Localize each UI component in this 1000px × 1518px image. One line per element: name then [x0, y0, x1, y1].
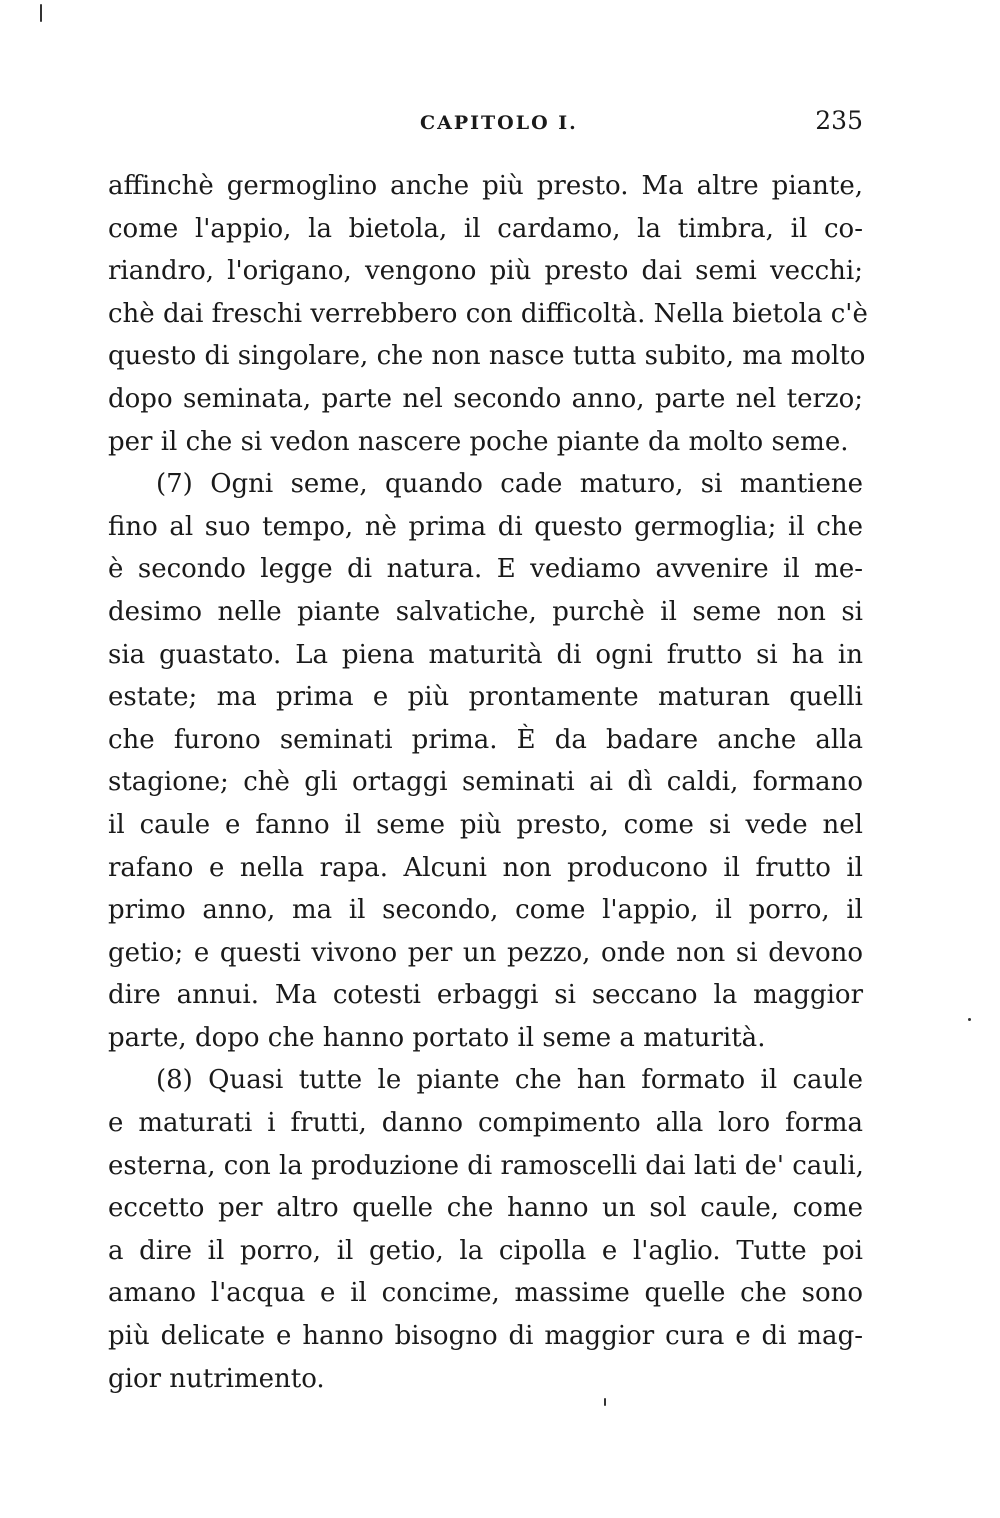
paragraph-start-line: (7) Ogni seme, quando cade maturo, si mantiene — [156, 469, 863, 500]
paragraph-start-line: (8) Quasi tutte le piante che han formato il caule — [156, 1065, 863, 1096]
text-line: a dire il porro, il getio, la cipolla e l'aglio. Tutte poi — [108, 1235, 863, 1266]
text-line: riandro, l'origano, vengono più presto dai semi vecchi; — [108, 256, 863, 287]
text-line: rafano e nella rapa. Alcuni non producono il frutto il — [108, 852, 863, 883]
scan-speck — [968, 1018, 971, 1021]
text-line: è secondo legge di natura. E vediamo avvenire il me- — [108, 554, 863, 585]
text-line: dire annui. Ma cotesti erbaggi si seccano la maggior — [108, 980, 863, 1011]
text-line: e maturati i frutti, danno compimento alla loro forma — [108, 1108, 863, 1139]
scan-speck — [604, 1398, 606, 1406]
text-line: come l'appio, la bietola, il cardamo, la timbra, il co- — [108, 213, 863, 244]
text-line: estate; ma prima e più prontamente maturan quelli — [108, 682, 863, 713]
text-line: per il che si vedon nascere poche piante da molto seme. — [108, 426, 849, 457]
text-line: esterna, con la produzione di ramoscelli dai lati de' cauli, — [108, 1150, 864, 1181]
page-number: 235 — [815, 106, 863, 135]
text-line: eccetto per altro quelle che hanno un sol caule, come — [108, 1193, 863, 1224]
text-line: chè dai freschi verrebbero con difficoltà. Nella bietola c'è — [108, 298, 868, 329]
text-line: primo anno, ma il secondo, come l'appio, il porro, il — [108, 895, 863, 926]
text-line: stagione; chè gli ortaggi seminati ai dì caldi, formano — [108, 767, 863, 798]
text-line: gior nutrimento. — [108, 1363, 325, 1394]
text-line: che furono seminati prima. È da badare anche alla — [108, 724, 863, 755]
scan-speck — [40, 4, 42, 22]
text-line: dopo seminata, parte nel secondo anno, parte nel terzo; — [108, 383, 863, 414]
text-line: più delicate e hanno bisogno di maggior cura e di mag- — [108, 1321, 863, 1352]
body-text — [108, 165, 868, 1400]
text-line: affinchè germoglino anche più presto. Ma altre piante, — [108, 171, 863, 201]
text-line: amano l'acqua e il concime, massime quelle che sono — [108, 1278, 863, 1309]
text-line: sia guastato. La piena maturità di ogni frutto si ha in — [108, 639, 863, 670]
running-head — [108, 106, 863, 136]
chapter-heading: CAPITOLO I. — [420, 112, 578, 134]
text-line: parte, dopo che hanno portato il seme a maturità. — [108, 1022, 766, 1053]
text-line: desimo nelle piante salvatiche, purchè il seme non si — [108, 596, 863, 627]
text-line: getio; e questi vivono per un pezzo, onde non si devono — [108, 937, 863, 968]
text-line: fino al suo tempo, nè prima di questo germoglia; il che — [108, 511, 863, 542]
text-line: questo di singolare, che non nasce tutta subito, ma molto — [108, 341, 866, 372]
text-line: il caule e fanno il seme più presto, come si vede nel — [108, 809, 863, 840]
